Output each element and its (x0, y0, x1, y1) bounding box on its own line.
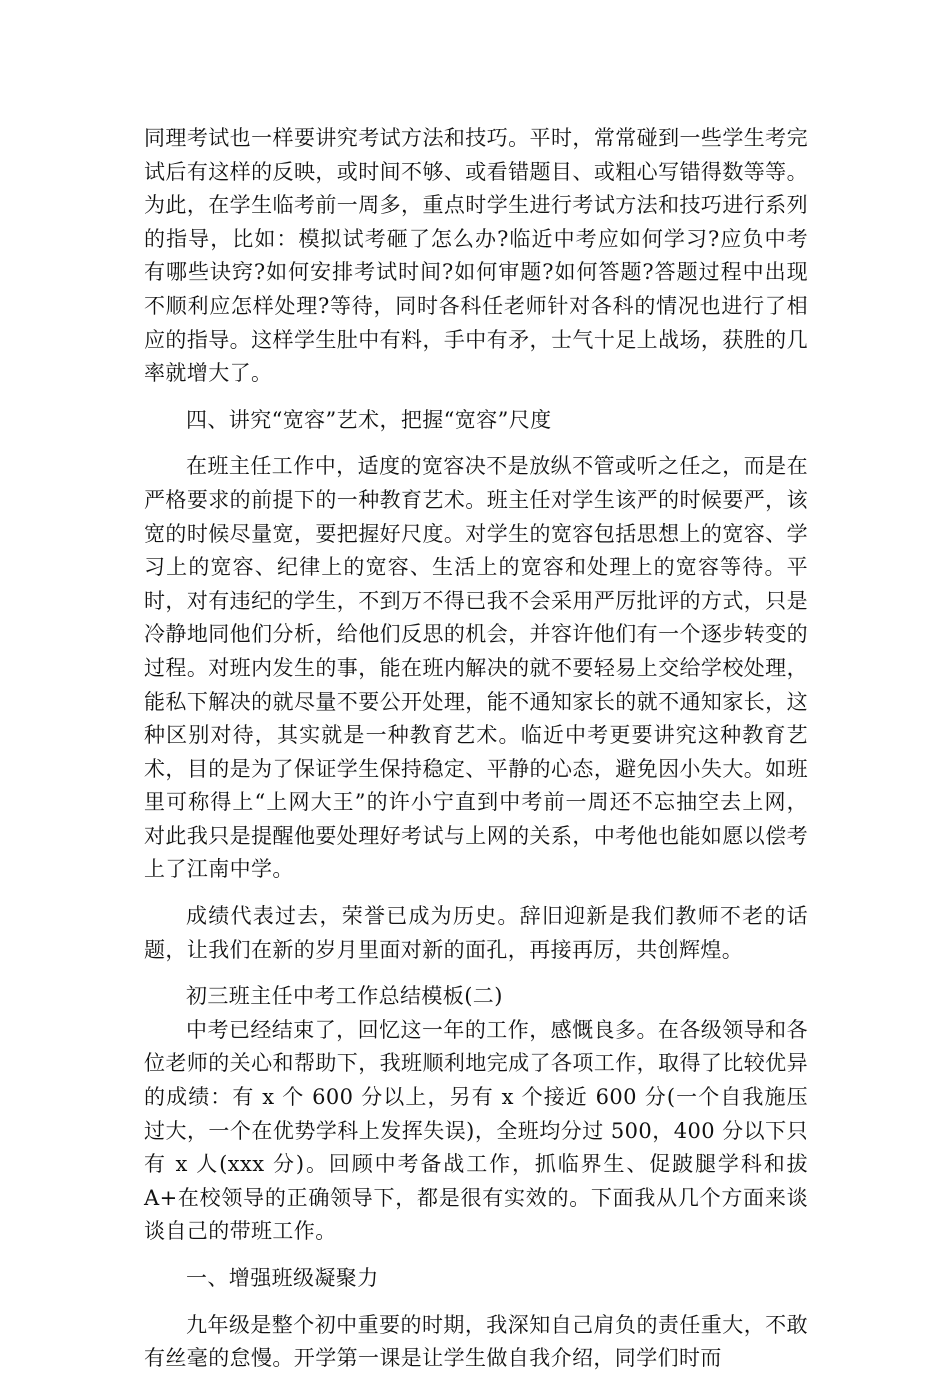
paragraph-tolerance-art: 在班主任工作中，适度的宽容决不是放纵不管或听之任之，而是在严格要求的前提下的一种教育艺术。班主任对学生该严的时候要严，该宽的时候尽量宽，要把握好尺度。对学生的宽容包括思想上的宽容、学习上的宽容、纪律上的宽容、生活上的宽容和处理上的宽容等待。平时，对有违纪的学生，不到万不得已我不会采用严厉批评的方式，只是冷静地同他们分析，给他们反思的机会，并容许他们有一个逐步转变的过程。对班内发生的事，能在班内解决的就不要轻易上交给学校处理，能私下解决的就尽量不要公开处理，能不通知家长的就不通知家长，这种区别对待，其实就是一种教育艺术。临近中考更要讲究这种教育艺术，目的是为了保证学生保持稳定、平静的心态，避免因小失大。如班里可称得上“上网大王”的许小宁直到中考前一周还不忘抽空去上网，对此我只是提醒他要处理好考试与上网的关系，中考他也能如愿以偿考上了江南中学。 (144, 454, 808, 882)
document-page (144, 122, 808, 1376)
document-subtitle-template-two: 初三班主任中考工作总结模板(二) (186, 984, 503, 1009)
section-heading-tolerance: 四、讲究“宽容”艺术，把握“宽容”尺度 (186, 407, 552, 432)
paragraph-closing-remarks: 成绩代表过去，荣誉已成为历史。辞旧迎新是我们教师不老的话题，让我们在新的岁月里面对新的面孔，再接再厉，共创辉煌。 (144, 904, 808, 962)
paragraph-exam-results: 中考已经结束了，回忆这一年的工作，感慨良多。在各级领导和各位老师的关心和帮助下，我班顺利地完成了各项工作，取得了比较优异的成绩：有 x 个 600 分以上，另有 x 个接近 600 分(一个自我施压过大，一个在优势学科上发挥失误)，全班均分过 500，400 分以下只有 x 人(xxx 分)。回顾中考备战工作，抓临界生、促跛腿学科和拔 A+在校领导的正确领导下，都是很有实效的。下面我从几个方面来谈谈自己的带班工作。 (144, 1017, 808, 1244)
paragraph-exam-methods: 同理考试也一样要讲究考试方法和技巧。平时，常常碰到一些学生考完试后有这样的反映，或时间不够、或看错题目、或粗心写错得数等等。为此，在学生临考前一周多，重点时学生进行考试方法和技巧进行系列的指导，比如：模拟试考砸了怎么办?临近中考应如何学习?应负中考有哪些诀窍?如何安排考试时间?如何审题?如何答题?答题过程中出现不顺利应怎样处理?等待，同时各科任老师针对各科的情况也进行了相应的指导。这样学生肚中有料，手中有矛，士气十足上战场，获胜的几率就增大了。 (144, 126, 808, 386)
section-heading-cohesion: 一、增强班级凝聚力 (186, 1266, 379, 1290)
paragraph-grade-nine: 九年级是整个初中重要的时期，我深知自己肩负的责任重大，不敢有丝毫的怠慢。开学第一课是让学生做自我介绍，同学们时而 (144, 1312, 808, 1371)
